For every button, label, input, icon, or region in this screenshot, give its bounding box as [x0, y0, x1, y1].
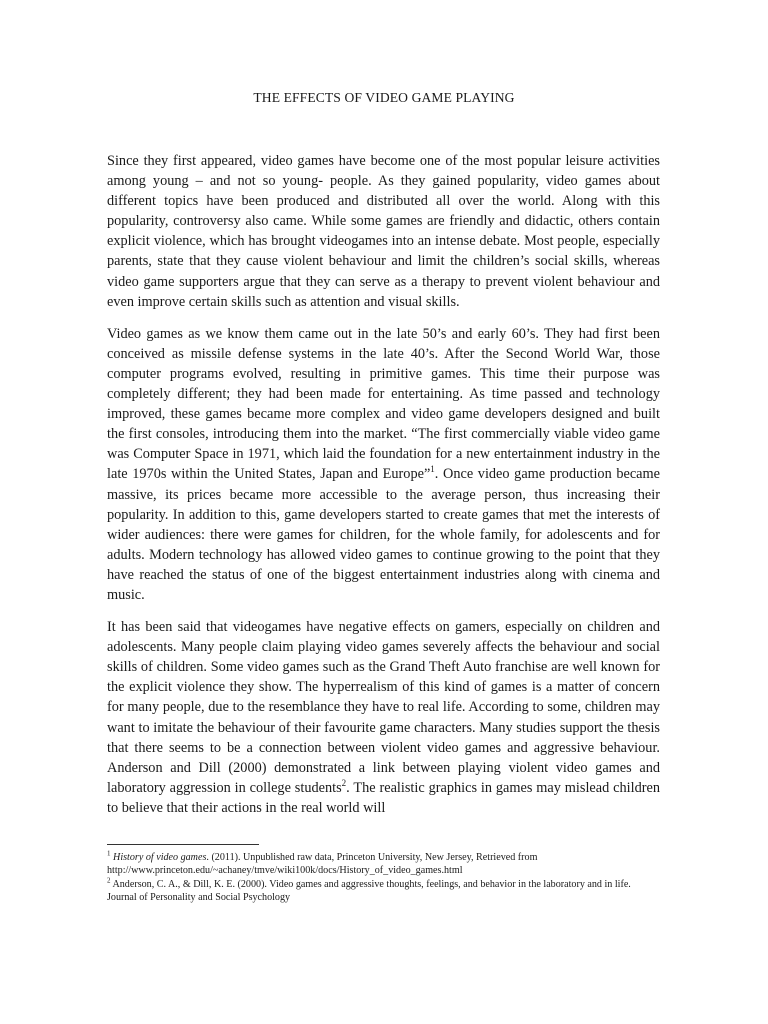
paragraph-3 — [107, 617, 660, 818]
footnote-2-citation: Anderson, C. A., & Dill, K. E. (2000). Video games and aggressive thoughts, feelings, and behavior in the laboratory and in life. Journal of Personality and Social Psychology — [107, 878, 631, 904]
paragraph-1: Since they first appeared, video games have become one of the most popular leisure activities among young – and not so young- people. As they gained popularity, video games about different topics have been produced and distributed all over the world. Along with this popularity, controversy also came. While some games are friendly and didactic, others contain explicit violence, which has brought videogames into an intense debate. Most people, especially parents, state that they cause violent behaviour and limit the children’s social skills, whereas video game supporters argue that they can serve as a therapy to prevent violent behaviour and even improve certain skills such as attention and visual skills. — [107, 153, 660, 310]
page-title: THE EFFECTS OF VIDEO GAME PLAYING — [253, 90, 515, 105]
footnote-1-number: 1 — [107, 849, 111, 858]
paragraph-3-text-b: . The realistic graphics in games may mislead children to believe that their actions in the real world will — [107, 779, 660, 816]
footnote-2 — [107, 878, 660, 905]
footnote-ref-1: 1 — [430, 464, 435, 475]
paragraph-3-text-a: It has been said that videogames have negative effects on gamers, especially on children and adolescents. Many people claim playing video games severely affects the behaviour and social skills of children. Some video games such as the Grand Theft Auto franchise are well known for the explicit violence they show. The hyperrealism of this kind of games is a matter of concern for many people, due to the resemblance they have to real life. According to some, children may want to imitate the behaviour of their favourite game characters. Many studies support the thesis that there seems to be a connection between violent video games and aggressive behaviour. Anderson and Dill (2000) demonstrated a link between playing violent video games and laboratory aggression in college students — [107, 619, 660, 796]
footnote-2-number: 2 — [107, 876, 111, 885]
footnote-1-title: History of video games — [113, 852, 207, 863]
paragraph-2 — [107, 324, 660, 605]
footnote-1-citation: . (2011). Unpublished raw data, Princeton University, New Jersey, Retrieved from — [206, 852, 538, 863]
body-text — [107, 151, 660, 830]
footnote-1-url: http://www.princeton.edu/~achaney/tmve/wiki100k/docs/History_of_video_games.html — [107, 865, 463, 877]
footnote-separator — [107, 844, 259, 845]
paragraph-2-text-a: Video games as we know them came out in the late 50’s and early 60’s. They had first been conceived as missile defense systems in the late 40’s. After the Second World War, those computer programs evolved, resulting in primitive games. This time their purpose was completely different; they had been made for entertaining. As time passed and technology improved, these games became more complex and video game developers designed and built the first consoles, introducing them into the market. “The first commercially viable video game was Computer Space in 1971, which laid the foundation for a new entertainment industry in the late 1970s within the United States, Japan and Europe” — [107, 325, 660, 483]
paragraph-2-text-b: . Once video game production became massive, its prices became more accessible to the average person, thus increasing their popularity. In addition to this, game developers started to create games that met the interests of wider audiences: there were games for children, for the whole family, for adolescents and for adults. Modern technology has allowed video games to continue growing to the point that they have reached the status of one of the biggest entertainment industries along with cinema and music. — [107, 466, 660, 603]
footnotes — [107, 851, 660, 905]
footnote-ref-2: 2 — [341, 778, 347, 789]
footnote-1 — [107, 851, 660, 878]
